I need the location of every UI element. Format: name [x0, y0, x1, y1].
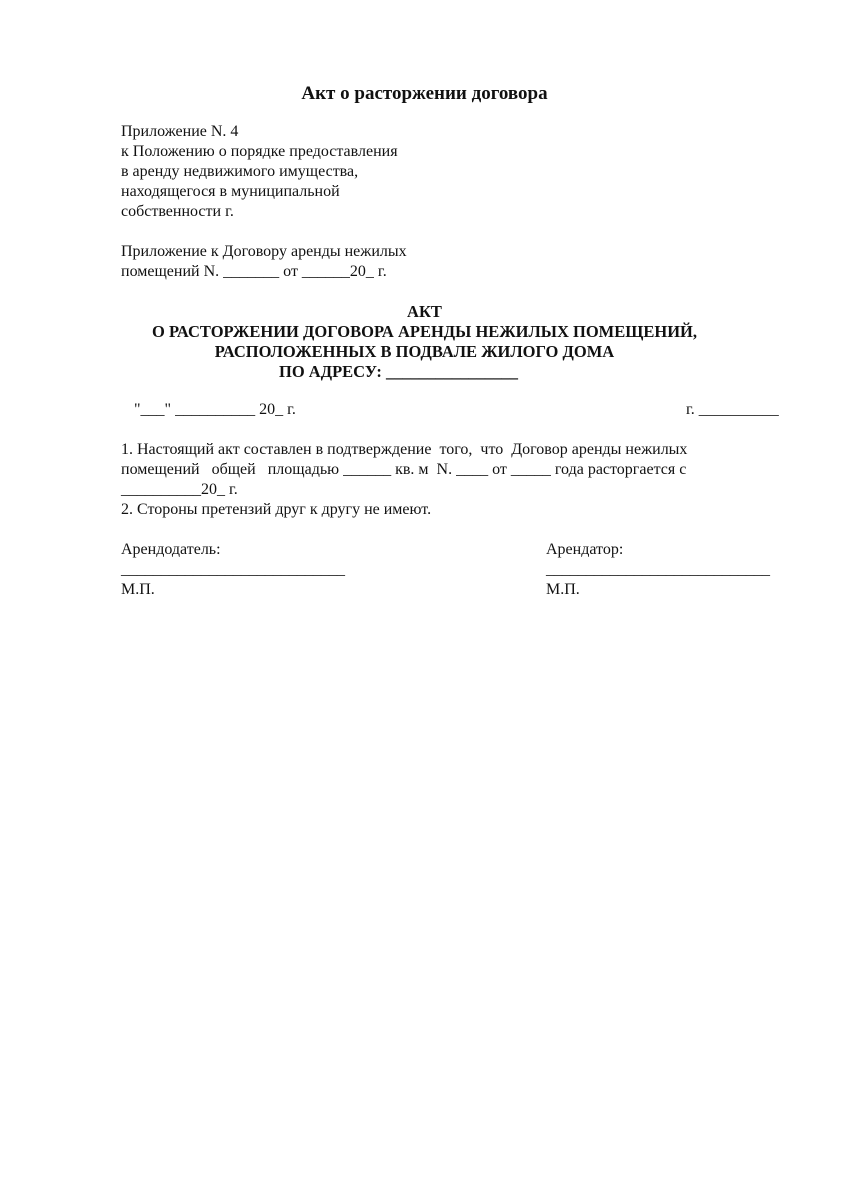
landlord-signature-line: ____________________________	[121, 561, 345, 578]
act-body	[121, 440, 731, 520]
act-city-field: г. __________	[686, 401, 779, 418]
body-line: 1. Настоящий акт составлен в подтверждение того, что Договор аренды нежилых	[121, 441, 688, 458]
appendix-line: собственности г.	[121, 203, 234, 220]
landlord-label: Арендодатель:	[121, 541, 221, 558]
tenant-label: Арендатор:	[546, 541, 624, 558]
heading-line: ПО АДРЕСУ: ________________	[279, 362, 518, 381]
appendix-line: к Положению о порядке предоставления	[121, 143, 398, 160]
landlord-signature-block	[121, 540, 345, 600]
heading-line: АКТ	[407, 302, 442, 321]
act-heading	[0, 302, 849, 382]
contract-appendix-reference	[121, 242, 407, 282]
contract-appendix-line: помещений N. _______ от ______20_ г.	[121, 263, 387, 280]
act-date-field: "___" __________ 20_ г.	[134, 401, 296, 418]
appendix-reference	[121, 122, 398, 222]
body-line: __________20_ г.	[121, 481, 238, 498]
tenant-signature-line: ____________________________	[546, 561, 770, 578]
heading-line: О РАСТОРЖЕНИИ ДОГОВОРА АРЕНДЫ НЕЖИЛЫХ ПОМЕЩЕНИЙ,	[152, 322, 697, 341]
landlord-stamp: М.П.	[121, 581, 155, 598]
appendix-line: в аренду недвижимого имущества,	[121, 163, 359, 180]
document-title: Акт о расторжении договора	[301, 83, 548, 104]
appendix-line: Приложение N. 4	[121, 123, 239, 140]
heading-line: РАСПОЛОЖЕННЫХ В ПОДВАЛЕ ЖИЛОГО ДОМА	[214, 342, 615, 361]
contract-appendix-line: Приложение к Договору аренды нежилых	[121, 243, 407, 260]
body-line: помещений общей площадью ______ кв. м N. ____ от _____ года расторгается с	[121, 461, 687, 478]
appendix-line: находящегося в муниципальной	[121, 183, 340, 200]
tenant-signature-block	[546, 540, 770, 600]
tenant-stamp: М.П.	[546, 581, 580, 598]
body-line: 2. Стороны претензий друг к другу не имеют.	[121, 501, 432, 518]
